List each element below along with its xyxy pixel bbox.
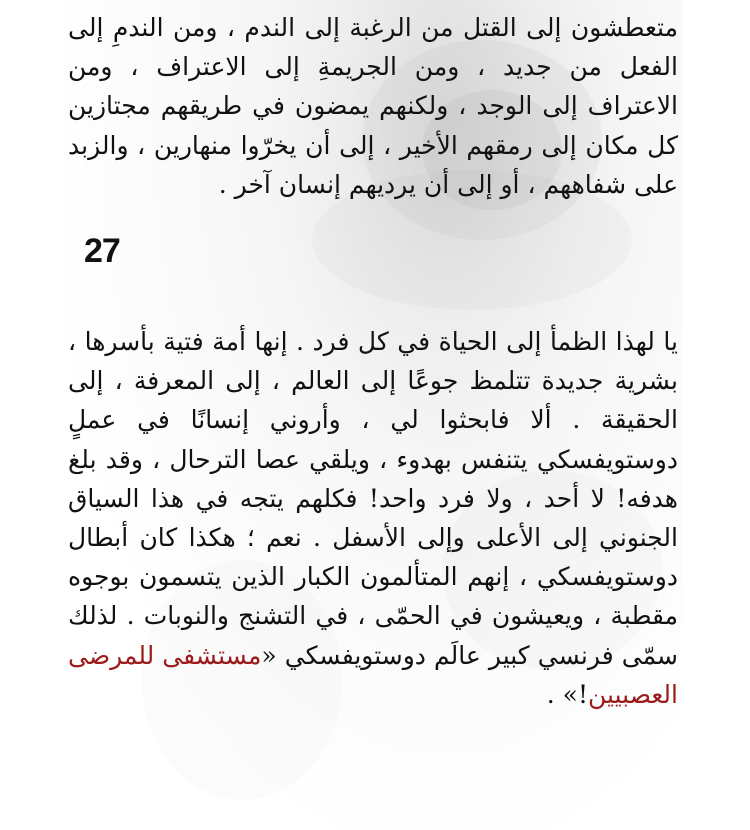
- paragraph-2-body: يا لهذا الظمأ إلى الحياة في كل فرد . إنها أمة فتية بأسرها ، بشرية جديدة تتلمظ جوعًا إلى العالم ، إلى المعرفة ، إلى الحقيقة . ألا فابحثوا لي ، وأروني إنسانًا في عملٍ دوستويفسكي يتنفس بهدوء ، ويلقي عصا الترحال ، وقد بلغ هدفه! لا أحد ، ولا فرد واحد! فكلهم يتجه في هذا السياق الجنوني إلى الأعلى وإلى الأسفل . نعم ؛ هكذا كان أبطال دوستويفسكي ، إنهم المتألمون الكبار الذين يتسمون بوجوه مقطبة ، ويعيشون في الحمّى ، في التشنج والنوبات . لذلك سمّى فرنسي كبير عالَم دوستويفسكي «: [68, 327, 678, 670]
- highlighted-phrase: مستشفى للمرضى العصبيين: [68, 640, 678, 709]
- paragraph-2-ending: !» .: [546, 679, 589, 709]
- paragraph-2: [68, 322, 678, 714]
- page-number: 27: [84, 232, 120, 270]
- paragraph-1: متعطشون إلى القتل من الرغبة إلى الندم ، ومن الندمِ إلى الفعل من جديد ، ومن الجريمةِ إلى الاعتراف ، ومن الاعتراف إلى الوجد ، ولكنهم يمضون في طريقهم مجتازين كل مكان إلى رمقهم الأخير ، إلى أن يخرّوا منهارين ، والزبد على شفاههم ، أو إلى أن يرديهم إنسان آخر .: [68, 13, 678, 199]
